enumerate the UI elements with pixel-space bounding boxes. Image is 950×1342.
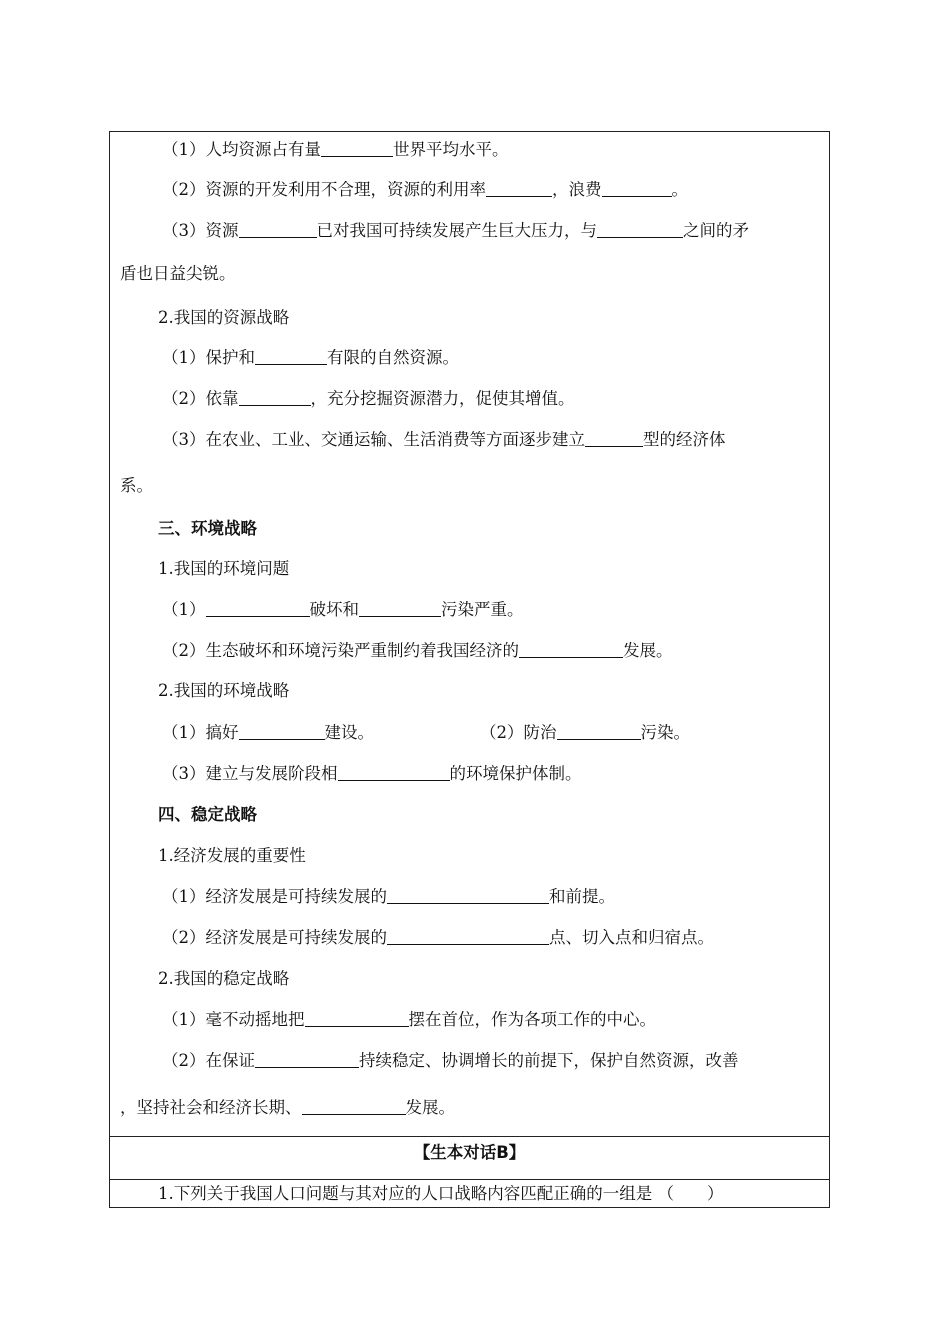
answer-blank[interactable] <box>387 887 549 904</box>
resource-strategy-3-continued: 系。 <box>120 476 153 495</box>
answer-blank[interactable] <box>305 1010 409 1027</box>
section-divider <box>110 1179 829 1180</box>
dialogue-heading: 【生本对话B】 <box>413 1143 526 1162</box>
answer-blank[interactable] <box>597 221 683 238</box>
answer-blank[interactable] <box>359 600 441 617</box>
answer-blank[interactable] <box>585 430 643 447</box>
stability-strategy-title: 2.我国的稳定战略 <box>158 969 290 988</box>
environment-problem-2: （2）生态破坏和环境污染严重制约着我国经济的 发展。 <box>162 641 673 660</box>
resource-problem-3: （3）资源 已对我国可持续发展产生巨大压力，与 之间的矛 <box>162 221 749 240</box>
answer-blank[interactable] <box>602 180 672 197</box>
stability-importance-2: （2）经济发展是可持续发展的 点、切入点和归宿点。 <box>162 928 714 947</box>
environment-strategy-title: 2.我国的环境战略 <box>158 681 290 700</box>
answer-blank[interactable] <box>321 140 393 157</box>
resource-strategy-1: （1）保护和 有限的自然资源。 <box>162 348 459 367</box>
answer-blank[interactable] <box>239 221 317 238</box>
answer-blank[interactable] <box>255 348 327 365</box>
stability-strategy-2: （2）在保证 持续稳定、协调增长的前提下，保护自然资源，改善 <box>162 1051 739 1070</box>
resource-strategy-title: 2.我国的资源战略 <box>158 308 290 327</box>
answer-blank[interactable] <box>255 1051 359 1068</box>
environment-heading: 三、环境战略 <box>158 519 257 538</box>
environment-strategy-row: （1）搞好 建设。 （2）防治 污染。 <box>162 723 690 742</box>
resource-problem-2: （2）资源的开发利用不合理，资源的利用率 ，浪费 。 <box>162 180 688 199</box>
answer-blank[interactable] <box>239 723 325 740</box>
resource-problem-3-continued: 盾也日益尖锐。 <box>120 264 236 283</box>
environment-problems-title: 1.我国的环境问题 <box>158 559 290 578</box>
worksheet-frame <box>109 131 830 1208</box>
resource-problem-1: （1）人均资源占有量 世界平均水平。 <box>162 140 509 159</box>
resource-strategy-2: （2）依靠 ，充分挖掘资源潜力，促使其增值。 <box>162 389 575 408</box>
environment-strategy-3: （3）建立与发展阶段相 的环境保护体制。 <box>162 764 582 783</box>
answer-blank[interactable] <box>557 723 641 740</box>
question-1: 1.下列关于我国人口问题与其对应的人口战略内容匹配正确的一组是 （ ） <box>158 1184 724 1203</box>
answer-blank[interactable] <box>239 389 311 406</box>
environment-problem-1: （1） 破坏和 污染严重。 <box>162 600 524 619</box>
section-divider <box>110 1136 829 1137</box>
stability-importance-1: （1）经济发展是可持续发展的 和前提。 <box>162 887 615 906</box>
stability-strategy-2-continued: ，坚持社会和经济长期、 发展。 <box>120 1098 455 1117</box>
answer-blank[interactable] <box>302 1098 406 1115</box>
resource-strategy-3: （3）在农业、工业、交通运输、生活消费等方面逐步建立 型的经济体 <box>162 430 726 449</box>
stability-importance-title: 1.经济发展的重要性 <box>158 846 306 865</box>
stability-heading: 四、稳定战略 <box>158 805 257 824</box>
answer-blank[interactable] <box>519 641 623 658</box>
answer-blank[interactable] <box>486 180 552 197</box>
answer-blank[interactable] <box>387 928 549 945</box>
answer-blank[interactable] <box>338 764 450 781</box>
answer-blank[interactable] <box>206 600 310 617</box>
stability-strategy-1: （1）毫不动摇地把 摆在首位，作为各项工作的中心。 <box>162 1010 656 1029</box>
